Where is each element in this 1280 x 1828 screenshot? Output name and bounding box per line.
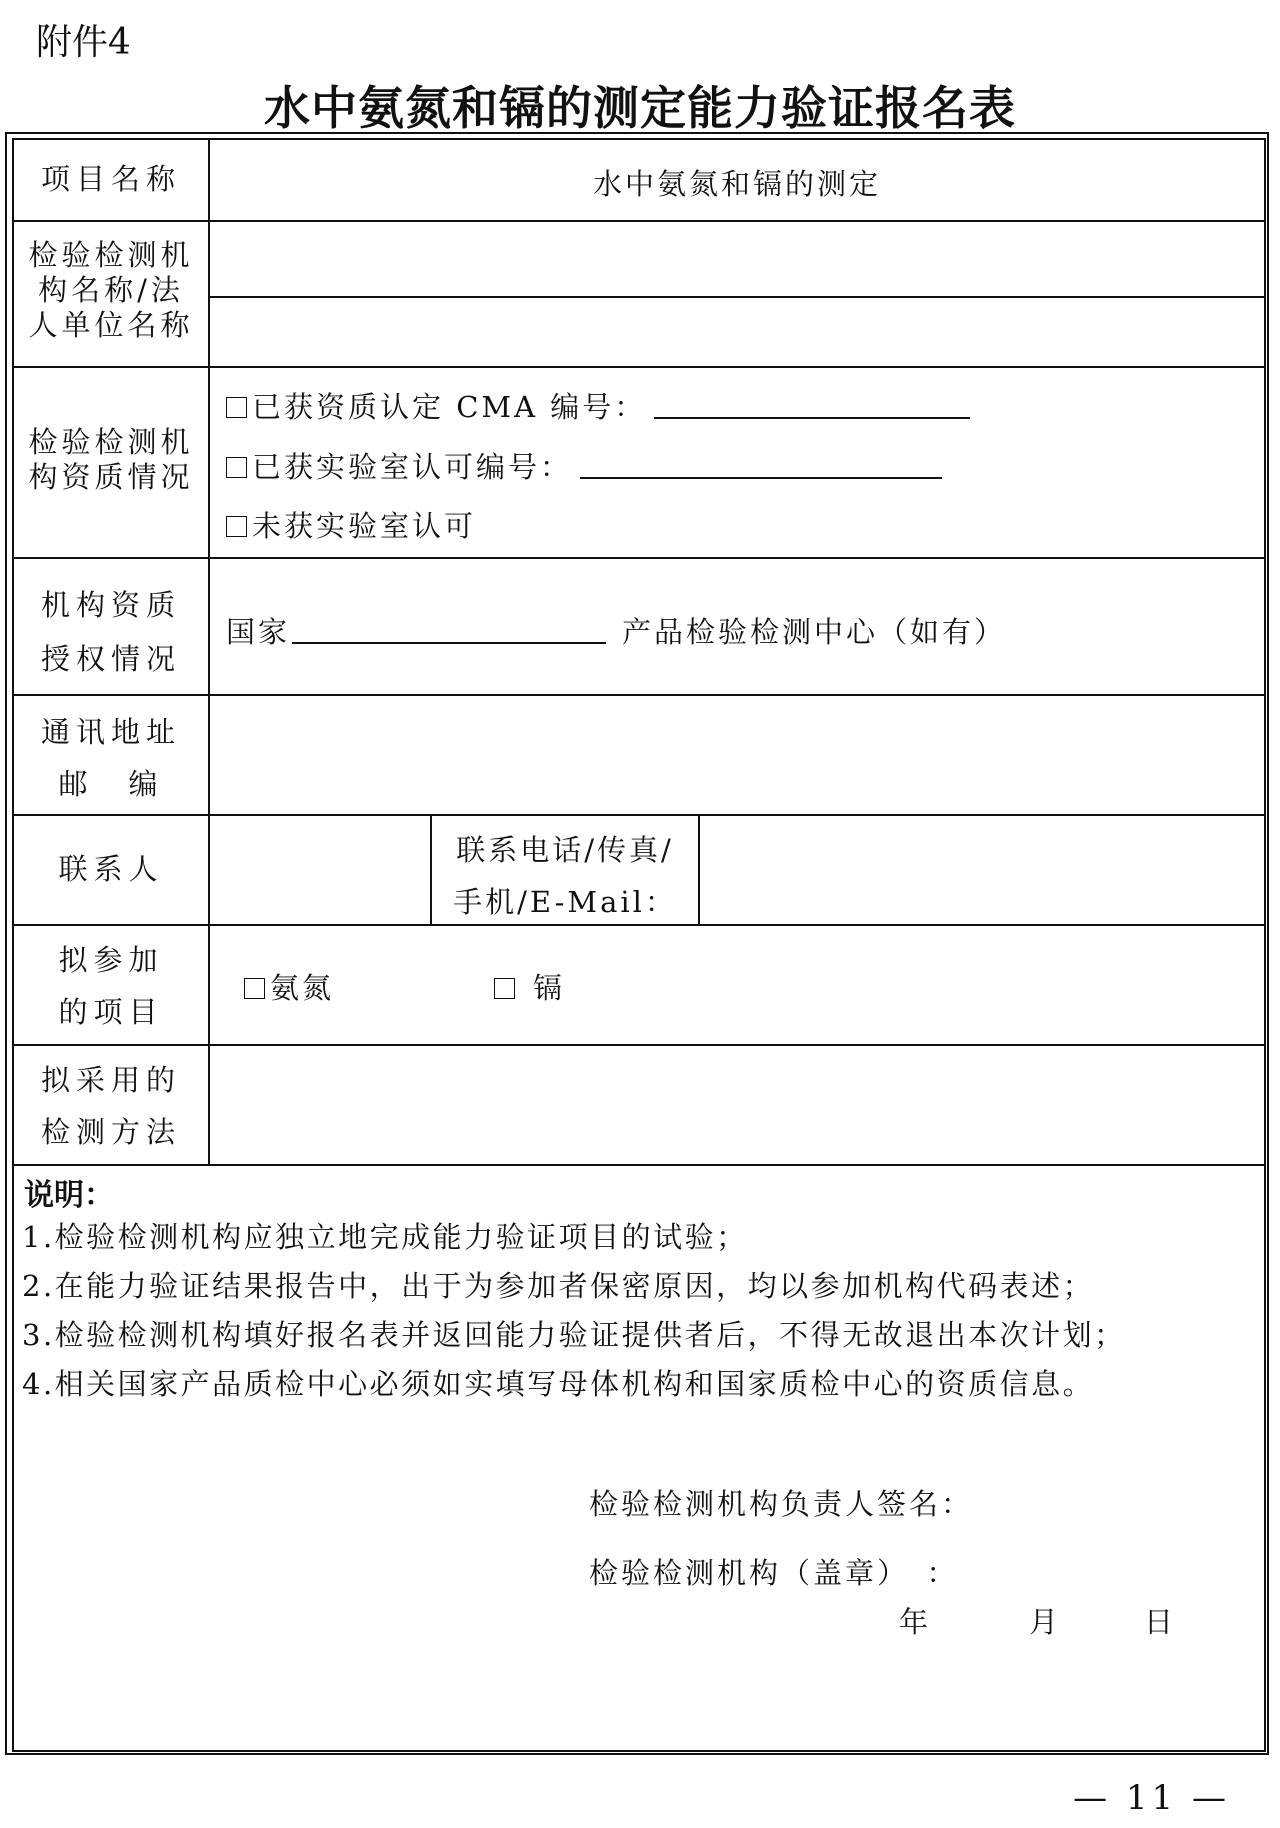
note-item: 4.相关国家产品质检中心必须如实填写母体机构和国家质检中心的资质信息。 [22, 1367, 1095, 1401]
page-number: — 11 — [1073, 1778, 1230, 1818]
authorization-label [14, 578, 208, 686]
label-line: 的项目 [58, 995, 164, 1029]
authorization-prefix: 国家 [226, 615, 291, 649]
items-label [14, 934, 208, 1038]
responsible-signature-label: 检验检测机构负责人签名： [589, 1487, 974, 1521]
phone-input[interactable] [700, 816, 1264, 922]
ammonia-checkbox[interactable] [244, 978, 265, 999]
attachment-label: 附件4 [36, 22, 131, 63]
label-line: 通讯地址 [40, 715, 181, 749]
address-input[interactable] [210, 696, 1264, 812]
authorization-line [226, 610, 1006, 651]
note-item: 1.检验检测机构应独立地完成能力验证项目的试验； [22, 1220, 748, 1254]
note-item: 3.检验检测机构填好报名表并返回能力验证提供者后，不得无故退出本次计划； [22, 1318, 1126, 1352]
cadmium-label: 镉 [533, 971, 566, 1005]
phone-label [432, 824, 698, 928]
label-line: 构资质情况 [28, 460, 194, 494]
lab-accreditation-checkbox[interactable] [226, 457, 247, 478]
form-title: 水中氨氮和镉的测定能力验证报名表 [264, 81, 1016, 135]
lab-accreditation-option[interactable] [226, 445, 942, 486]
label-line: 拟采用的 [40, 1063, 181, 1097]
project-label: 项目名称 [40, 162, 181, 196]
address-label [14, 706, 208, 810]
row-divider [14, 366, 1264, 368]
contact-person-input[interactable] [210, 816, 428, 922]
row-divider [14, 557, 1264, 559]
qualification-label [14, 425, 208, 495]
label-line: 检验检测机 [28, 238, 194, 272]
cma-number-field[interactable] [654, 393, 970, 419]
registration-form [12, 138, 1266, 1752]
label-line: 机构资质 [40, 588, 181, 622]
method-label [14, 1054, 208, 1158]
label-line: 联系电话/传真/ [456, 833, 674, 867]
no-accreditation-checkbox[interactable] [226, 516, 247, 537]
note-item: 2.在能力验证结果报告中，出于为参加者保密原因，均以参加机构代码表述； [22, 1269, 1095, 1303]
label-line: 构名称/法 [38, 273, 184, 307]
label-line: 邮 编 [58, 767, 164, 801]
method-input[interactable] [210, 1046, 1264, 1162]
label-line: 人单位名称 [28, 308, 194, 342]
authorization-suffix: 产品检验检测中心（如有） [622, 615, 1007, 649]
ammonia-option[interactable] [244, 966, 334, 1007]
authorization-field[interactable] [292, 618, 606, 644]
cma-option[interactable] [226, 385, 970, 426]
project-value: 水中氨氮和镉的测定 [592, 167, 881, 201]
row-divider [14, 1164, 1264, 1166]
legal-entity-input[interactable] [210, 298, 1264, 364]
cadmium-checkbox[interactable] [494, 978, 515, 999]
no-accreditation-option[interactable] [226, 504, 476, 545]
label-line: 检测方法 [40, 1115, 181, 1149]
month-label: 月 [1029, 1605, 1062, 1639]
ammonia-label: 氨氮 [270, 971, 335, 1005]
org-name-input[interactable] [210, 222, 1264, 294]
lab-accreditation-number-field[interactable] [580, 453, 942, 479]
cma-checkbox[interactable] [226, 397, 247, 418]
label-line: 手机/E-Mail： [453, 885, 677, 919]
no-accreditation-label: 未获实验室认可 [252, 509, 477, 543]
label-line: 拟参加 [58, 943, 164, 977]
day-label: 日 [1144, 1605, 1177, 1639]
label-line: 检验检测机 [28, 425, 194, 459]
year-label: 年 [899, 1605, 932, 1639]
notes-title: 说明： [24, 1178, 114, 1213]
lab-accreditation-label: 已获实验室认可编号： [252, 450, 573, 484]
cma-option-label: 已获资质认定 CMA 编号： [252, 390, 647, 424]
label-line: 授权情况 [40, 642, 181, 676]
org-name-label [14, 238, 208, 343]
cadmium-option[interactable] [494, 966, 565, 1007]
contact-label: 联系人 [58, 852, 164, 886]
seal-label: 检验检测机构（盖章） ： [589, 1556, 959, 1590]
